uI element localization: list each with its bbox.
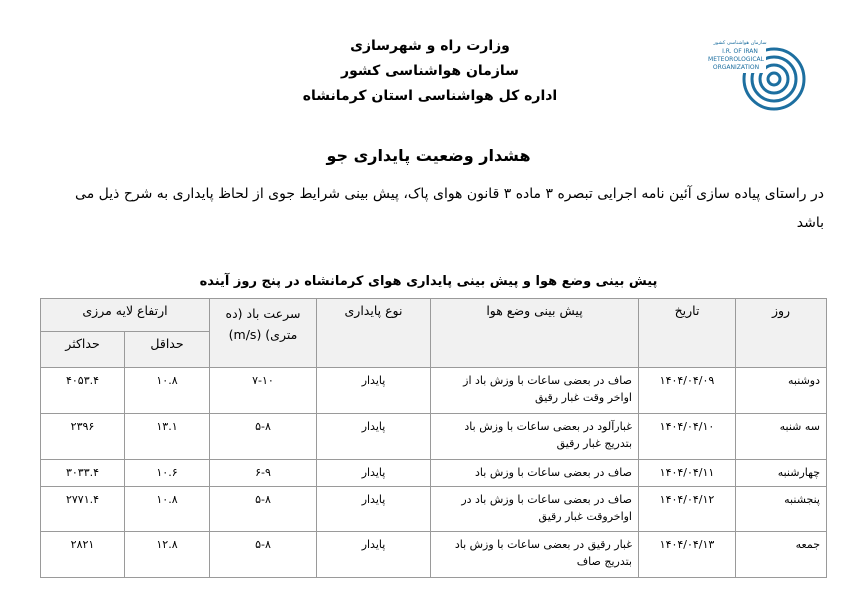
cell-boundary-min: ۱۳.۱ xyxy=(125,414,210,460)
cell-weather: صاف در بعضی ساعات با وزش باد از اواخر وقت غبار رقیق xyxy=(431,368,639,414)
cell-date: ۱۴۰۴/۰۴/۱۲ xyxy=(639,487,736,532)
cell-date: ۱۴۰۴/۰۴/۱۱ xyxy=(639,460,736,487)
logo-text-en-2: METEOROLOGICAL xyxy=(708,56,764,63)
forecast-table-body xyxy=(41,368,827,578)
logo-text-en-3: ORGANIZATION xyxy=(712,64,760,71)
provincial-office-name: اداره کل هواشناسی استان کرمانشاه xyxy=(302,88,558,104)
header-weather: پیش بینی وضع هوا xyxy=(431,299,639,368)
cell-wind-speed: ۵-۸ xyxy=(210,532,317,578)
cell-stability: پایدار xyxy=(317,414,431,460)
table-row xyxy=(41,487,827,532)
cell-wind-speed: ۶-۹ xyxy=(210,460,317,487)
cell-boundary-max: ۲۳۹۶ xyxy=(41,414,125,460)
cell-weather: غبار رقیق در بعضی ساعات با وزش باد بتدریج صاف xyxy=(431,532,639,578)
meteorological-organization-logo xyxy=(700,35,810,115)
organization-name: سازمان هواشناسی کشور xyxy=(341,63,519,79)
cell-day: سه شنبه xyxy=(736,414,827,460)
forecast-table xyxy=(40,298,827,578)
cell-stability: پایدار xyxy=(317,532,431,578)
cell-boundary-max: ۲۷۷۱.۴ xyxy=(41,487,125,532)
cell-day: جمعه xyxy=(736,532,827,578)
header-max: حداکثر xyxy=(41,332,125,368)
cell-boundary-min: ۱۰.۸ xyxy=(125,487,210,532)
cell-boundary-min: ۱۰.۸ xyxy=(125,368,210,414)
cell-day: پنجشنبه xyxy=(736,487,827,532)
cell-wind-speed: ۵-۸ xyxy=(210,487,317,532)
cell-wind-speed: ۵-۸ xyxy=(210,414,317,460)
table-row xyxy=(41,460,827,487)
cell-day: دوشنبه xyxy=(736,368,827,414)
cell-wind-speed: ۷-۱۰ xyxy=(210,368,317,414)
cell-stability: پایدار xyxy=(317,368,431,414)
table-row xyxy=(41,532,827,578)
cell-date: ۱۴۰۴/۰۴/۰۹ xyxy=(639,368,736,414)
cell-stability: پایدار xyxy=(317,460,431,487)
cell-day: چهارشنبه xyxy=(736,460,827,487)
header-boundary-layer-height: ارتفاع لایه مرزی xyxy=(41,299,210,332)
header-min: حداقل xyxy=(125,332,210,368)
cell-stability: پایدار xyxy=(317,487,431,532)
cell-weather: صاف در بعضی ساعات با وزش باد xyxy=(431,460,639,487)
cell-date: ۱۴۰۴/۰۴/۱۳ xyxy=(639,532,736,578)
cell-boundary-min: ۱۲.۸ xyxy=(125,532,210,578)
cell-boundary-max: ۴۰۵۳.۴ xyxy=(41,368,125,414)
cell-weather: صاف در بعضی ساعات با وزش باد در اواخروقت غبار رقیق xyxy=(431,487,639,532)
intro-paragraph: در راستای پیاده سازی آئین نامه اجرایی تبصره ۳ ماده ۳ قانون هوای پاک، پیش بینی شرایط جوی از لحاظ پایداری به شرح ذیل می باشد xyxy=(75,186,824,231)
cell-boundary-min: ۱۰.۶ xyxy=(125,460,210,487)
header-wind-speed: سرعت باد (ده متری) (m/s) xyxy=(210,299,317,368)
ministry-name: وزارت راه و شهرسازی xyxy=(350,38,510,54)
header-day: روز xyxy=(736,299,827,368)
document-title: هشدار وضعیت پایداری جو xyxy=(326,146,531,165)
cell-date: ۱۴۰۴/۰۴/۱۰ xyxy=(639,414,736,460)
table-row xyxy=(41,414,827,460)
header-date: تاریخ xyxy=(639,299,736,368)
header-stability: نوع پایداری xyxy=(317,299,431,368)
logo-text-fa: سازمان هواشناسی کشور xyxy=(713,40,767,46)
cell-boundary-max: ۳۰۳۳.۴ xyxy=(41,460,125,487)
cell-weather: غبارآلود در بعضی ساعات با وزش باد بتدریج غبار رقیق xyxy=(431,414,639,460)
organization-header xyxy=(280,34,580,109)
table-row xyxy=(41,368,827,414)
cell-boundary-max: ۲۸۲۱ xyxy=(41,532,125,578)
logo-text-en-1: I.R. OF IRAN xyxy=(722,48,758,55)
table-title: پیش بینی وضع هوا و پیش بینی پایداری هوای کرمانشاه در پنج روز آینده xyxy=(199,274,658,289)
